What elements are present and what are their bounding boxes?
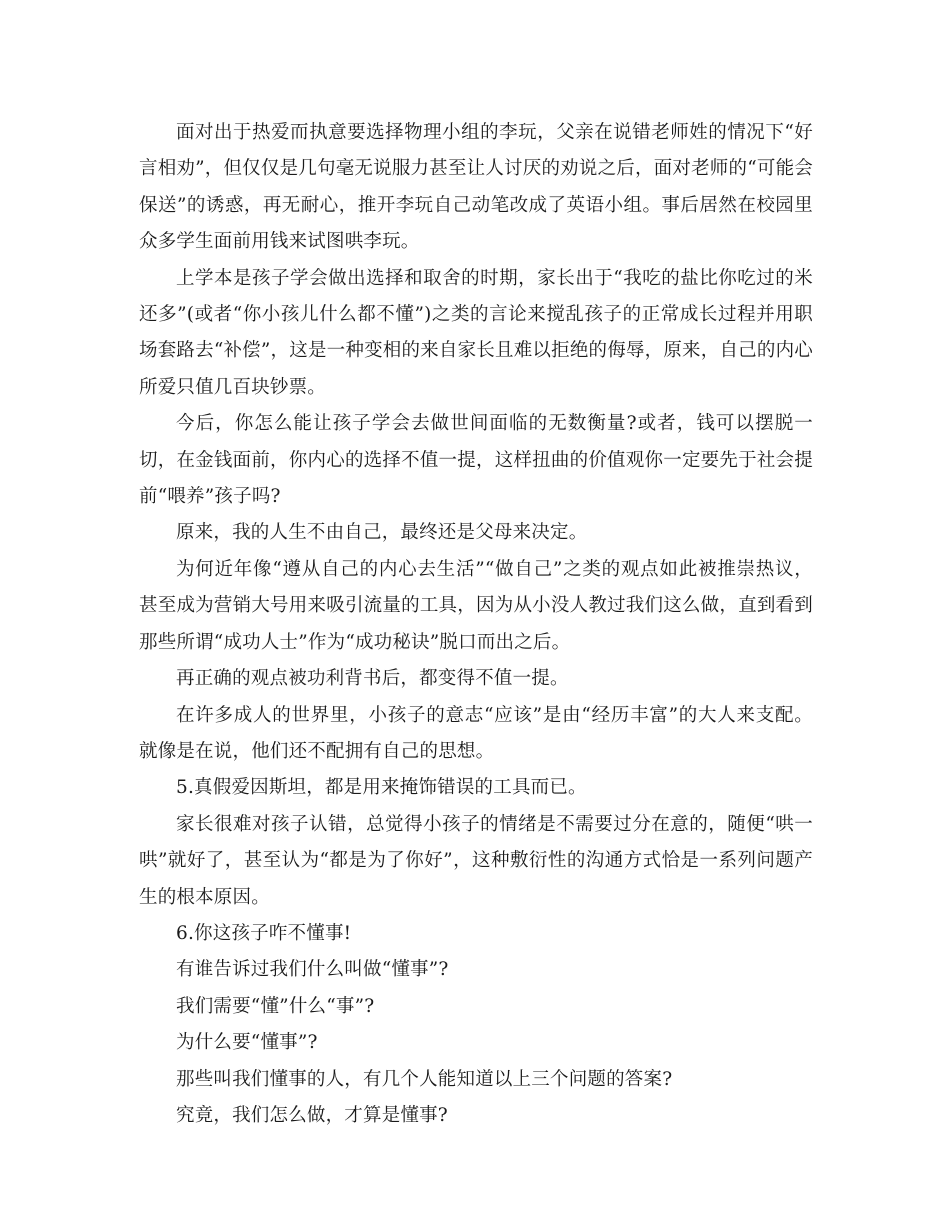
paragraph: 家长很难对孩子认错，总觉得小孩子的情绪是不需要过分在意的，随便“哄一哄”就好了，甚至认为“都是为了你好”，这种敷衍性的沟通方式恰是一系列问题产生的根本原因。 <box>139 813 813 908</box>
paragraph: 今后，你怎么能让孩子学会去做世间面临的无数衡量?或者，钱可以摆脱一切，在金钱面前，你内心的选择不值一提，这样扭曲的价值观你一定要先于社会提前“喂养”孩子吗? <box>139 413 813 508</box>
paragraph: 上学本是孩子学会做出选择和取舍的时期，家长出于“我吃的盐比你吃过的米还多”(或者“你小孩儿什么都不懂”)之类的言论来搅乱孩子的正常成长过程并用职场套路去“补偿”，这是一种变相的来自家长且难以拒绝的侮辱，原来，自己的内心所爱只值几百块钞票。 <box>139 267 813 398</box>
paragraph: 究竟，我们怎么做，才算是懂事? <box>176 1104 448 1126</box>
paragraph: 为何近年像“遵从自己的内心去生活”“做自己”之类的观点如此被推崇热议，甚至成为营销大号用来吸引流量的工具，因为从小没人教过我们这么做，直到看到那些所谓“成功人士”作为“成功秘诀”脱口而出之后。 <box>139 558 813 653</box>
paragraph: 为什么要“懂事”? <box>176 1032 318 1054</box>
paragraph: 我们需要“懂”什么“事”? <box>176 995 375 1017</box>
section-heading: 6.你这孩子咋不懂事! <box>176 922 352 944</box>
paragraph: 原来，我的人生不由自己，最终还是父母来决定。 <box>176 522 588 544</box>
paragraph: 有谁告诉过我们什么叫做“懂事”? <box>176 959 449 981</box>
paragraph: 面对出于热爱而执意要选择物理小组的李玩，父亲在说错老师姓的情况下“好言相劝”，但仅仅是几句毫无说服力甚至让人讨厌的劝说之后，面对老师的“可能会保送”的诱惑，再无耐心，推开李玩自己动笔改成了英语小组。事后居然在校园里众多学生面前用钱来试图哄李玩。 <box>139 122 813 253</box>
section-heading: 5.真假爱因斯坦，都是用来掩饰错误的工具而已。 <box>176 777 587 799</box>
article-body <box>139 115 813 1134</box>
paragraph: 在许多成人的世界里，小孩子的意志“应该”是由“经历丰富”的大人来支配。就像是在说，他们还不配拥有自己的思想。 <box>139 704 813 762</box>
paragraph: 那些叫我们懂事的人，有几个人能知道以上三个问题的答案? <box>176 1068 673 1090</box>
paragraph: 再正确的观点被功利背书后，都变得不值一提。 <box>176 668 569 690</box>
